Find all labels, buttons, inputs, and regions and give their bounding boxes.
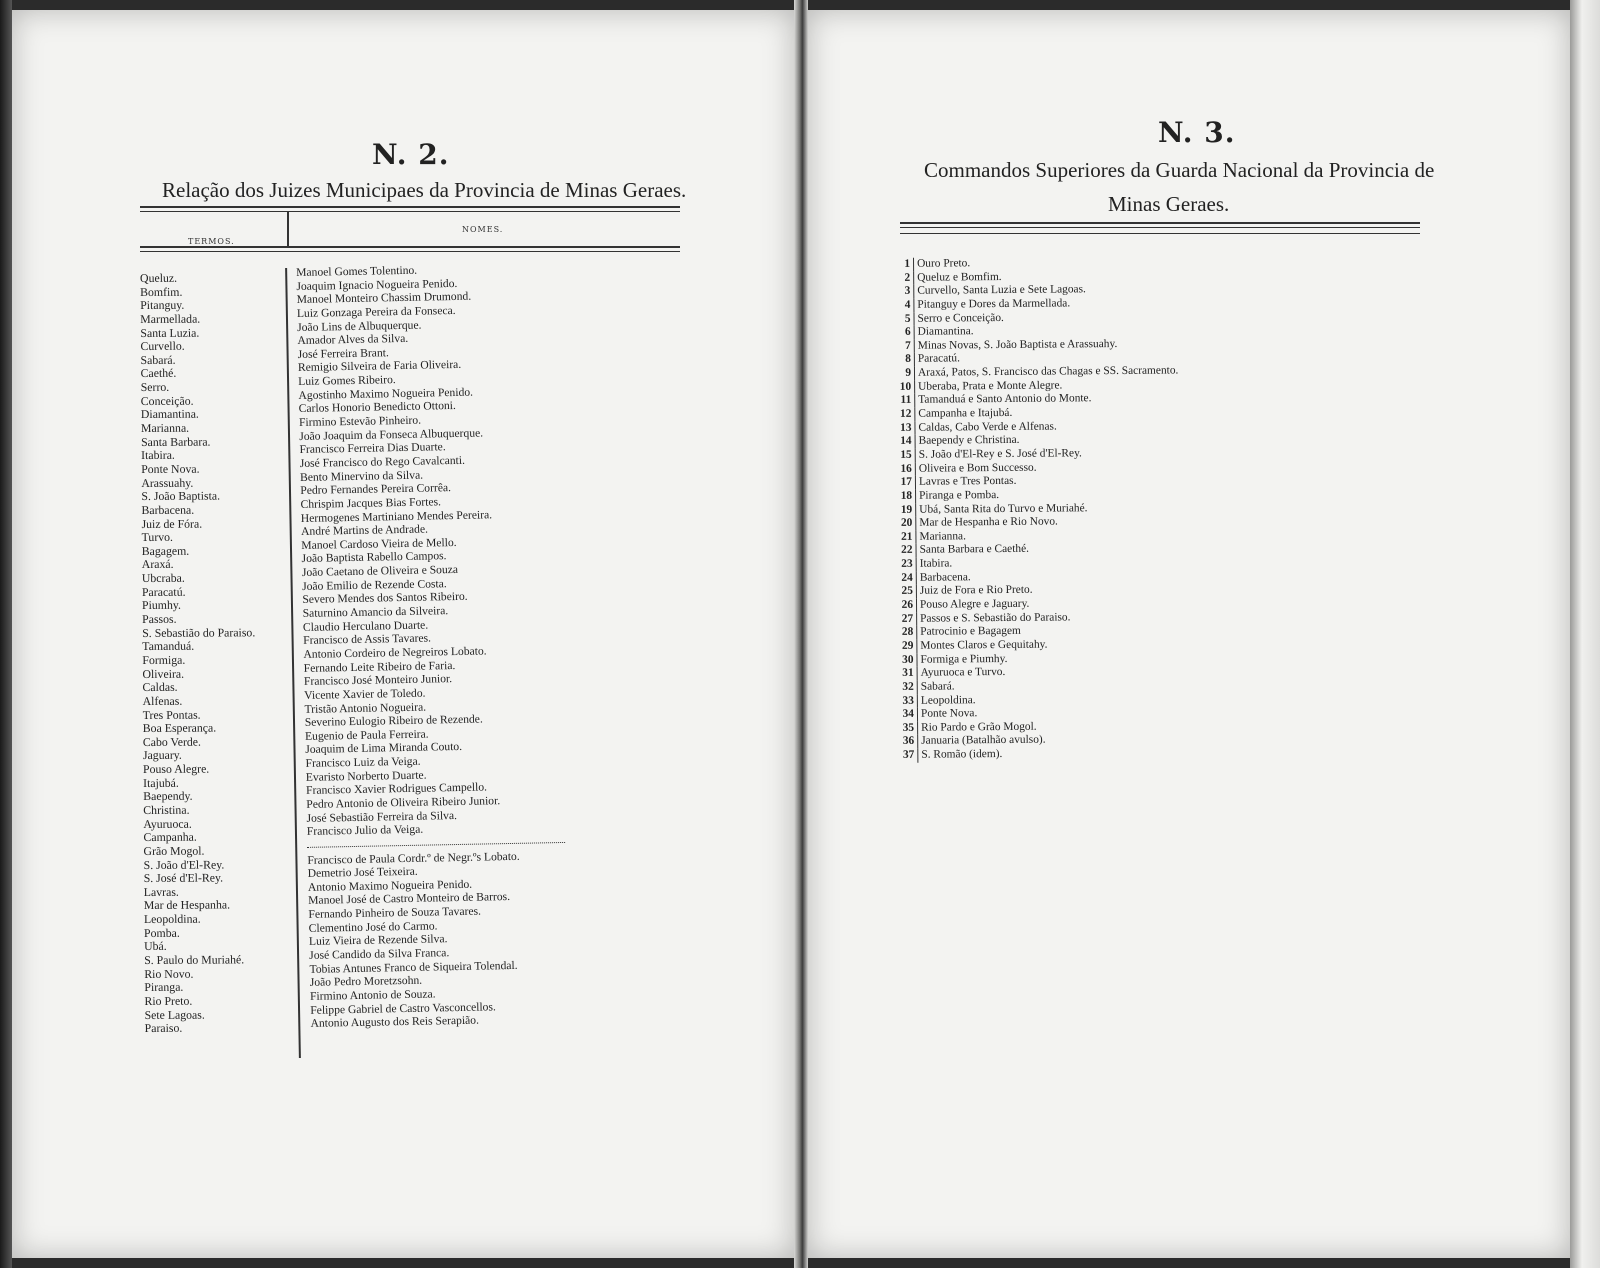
termo-item: Itajubá.	[143, 775, 179, 790]
termo-item: Arassuahy.	[141, 475, 194, 490]
command-name: Passos e S. Sebastião do Paraiso.	[920, 611, 1071, 625]
command-number: 35	[890, 722, 918, 736]
termos-list	[140, 271, 258, 1036]
nome-item: João Joaquim da Fonseca Albuquerque.	[299, 426, 484, 443]
nome-item: Tristão Antonio Nogueira.	[304, 700, 427, 716]
termo-item: Jaguary.	[142, 748, 182, 763]
command-name: Patrocinio e Bagagem	[920, 625, 1021, 639]
left-page	[12, 10, 794, 1258]
command-number: 29	[889, 640, 917, 654]
command-number: 30	[889, 653, 917, 667]
termo-item: Christina.	[143, 802, 190, 817]
nome-item: Agostinho Maximo Nogueira Penido.	[298, 385, 474, 402]
header-rule	[140, 246, 680, 252]
nome-item: Chrispim Jacques Bias Fortes.	[300, 495, 442, 511]
nome-item: Manoel Monteiro Chassim Drumond.	[296, 289, 472, 307]
command-name: Pitanguy e Dores da Marmellada.	[917, 297, 1071, 311]
termo-item: Tres Pontas.	[142, 707, 201, 722]
termo-item: Santa Barbara.	[140, 434, 211, 449]
termo-item: Baependy.	[143, 789, 193, 804]
termo-item: Campanha.	[143, 829, 197, 845]
command-number: 28	[889, 626, 917, 640]
nome-item: Felippe Gabriel de Castro Vasconcellos.	[310, 999, 496, 1017]
command-number: 26	[889, 599, 917, 613]
termo-item: Santa Luzia.	[140, 325, 200, 340]
title-rule	[140, 206, 680, 212]
termo-item: Piumhy.	[141, 598, 181, 613]
nome-item: Pedro Fernandes Pereira Corrêa.	[300, 481, 452, 498]
command-name: Queluz e Bomfim.	[917, 270, 1002, 284]
nome-item: Firmino Estevão Pinheiro.	[298, 413, 422, 430]
nome-item: José Ferreira Brant.	[297, 346, 389, 361]
nome-item: José Candido da Silva Franca.	[309, 946, 450, 962]
command-number: 22	[888, 544, 916, 558]
command-number: 14	[888, 435, 916, 449]
command-name: Diamantina.	[917, 325, 974, 338]
command-number: 11	[887, 394, 915, 408]
nome-item: João Caetano de Oliveira e Souza	[301, 563, 459, 580]
command-name: Caldas, Cabo Verde e Alfenas.	[918, 420, 1057, 434]
termo-item: Pouso Alegre.	[142, 761, 210, 777]
command-name: Pouso Alegre e Jaguary.	[919, 597, 1030, 611]
nome-item: Francisco José Monteiro Junior.	[303, 672, 453, 689]
termo-item: Bagagem.	[141, 543, 190, 558]
command-number: 4	[886, 299, 914, 313]
nome-item: Francisco Luiz da Veiga.	[305, 754, 421, 770]
termo-item: Paracatú.	[141, 584, 186, 599]
command-item	[890, 747, 1181, 763]
command-name: Montes Claros e Gequitahy.	[920, 638, 1048, 652]
nome-item: Fernando Pinheiro de Souza Tavares.	[308, 904, 482, 921]
termo-item: Conceição.	[140, 393, 194, 408]
nome-item: Francisco Ferreira Dias Duarte.	[299, 440, 446, 457]
nome-item: André Martins de Andrade.	[300, 522, 429, 539]
termo-item: Boa Esperança.	[142, 720, 217, 736]
command-number: 12	[887, 408, 915, 422]
nome-item: Eugenio de Paula Ferreira.	[304, 727, 429, 743]
termo-item: Grão Mogol.	[143, 843, 205, 858]
command-name: Juiz de Fora e Rio Preto.	[919, 584, 1033, 598]
nome-item: Remigio Silveira de Faria Oliveira.	[297, 358, 462, 375]
command-number: 34	[890, 708, 918, 722]
left-page-number: N. 2.	[372, 138, 450, 171]
termo-item: Cabo Verde.	[142, 734, 202, 749]
command-number: 24	[889, 571, 917, 585]
nome-item: João Emilio de Rezende Costa.	[302, 576, 447, 593]
commands-list	[886, 255, 1182, 762]
nome-item: João Pedro Moretzsohn.	[309, 974, 423, 990]
command-name: Tamanduá e Santo Antonio do Monte.	[918, 392, 1092, 407]
termo-item: Marianna.	[140, 420, 190, 436]
command-number: 15	[888, 449, 916, 463]
command-item	[887, 365, 1178, 381]
right-page	[808, 10, 1570, 1258]
termo-item: Pomba.	[143, 925, 180, 940]
command-number: 16	[888, 462, 916, 476]
nome-item: Antonio Cordeiro de Negreiros Lobato.	[303, 644, 487, 661]
command-name: Oliveira e Bom Successo.	[918, 461, 1037, 475]
termo-item: Rio Novo.	[144, 966, 194, 981]
command-name: S. João d'El-Rey e S. José d'El-Rey.	[918, 447, 1082, 461]
nome-item: Luiz Vieira de Rezende Silva.	[308, 932, 448, 949]
command-number: 3	[886, 285, 914, 299]
command-number: 10	[887, 381, 915, 395]
command-number: 23	[889, 558, 917, 572]
termo-item: Ayuruoca.	[143, 816, 192, 831]
command-number: 37	[890, 749, 918, 763]
command-name: Leopoldina.	[920, 693, 976, 707]
right-page-title-line2: Minas Geraes.	[1108, 192, 1230, 216]
nome-item: Manoel Cardoso Vieira de Mello.	[301, 535, 457, 552]
command-number: 36	[890, 735, 918, 749]
termo-item: Rio Preto.	[144, 993, 193, 1008]
nomes-list	[296, 261, 569, 1031]
termo-item: Pitanguy.	[140, 298, 185, 313]
nome-item: João Lins de Albuquerque.	[297, 318, 422, 334]
command-name: Mar de Hespanha e Rio Novo.	[919, 515, 1058, 529]
command-name: Marianna.	[919, 530, 966, 543]
command-number: 20	[888, 517, 916, 531]
command-number: 9	[887, 367, 915, 381]
termo-item: Turvo.	[141, 529, 174, 545]
nome-item: Firmino Antonio de Souza.	[309, 987, 436, 1003]
command-name: Santa Barbara e Caethé.	[919, 543, 1030, 557]
command-number: 7	[887, 340, 915, 354]
nome-item: Francisco de Assis Tavares.	[303, 631, 432, 648]
nome-item: Francisco Julio da Veiga.	[306, 822, 424, 839]
termo-item: Juiz de Fóra.	[141, 516, 203, 531]
termo-item: Formiga.	[142, 652, 186, 667]
nome-item: Clementino José do Carmo.	[308, 919, 438, 935]
termos-header: TERMOS.	[188, 237, 235, 246]
nome-item: Manoel Gomes Tolentino.	[296, 263, 418, 279]
command-number: 32	[890, 681, 918, 695]
command-number: 5	[886, 312, 914, 326]
termo-item: Leopoldina.	[143, 911, 201, 927]
nome-item: Hermogenes Martiniano Mendes Pereira.	[300, 507, 493, 525]
nome-item: Saturnino Amancio da Silveira.	[302, 604, 449, 620]
book-edge-right	[1570, 0, 1600, 1268]
right-title-rule-thin	[900, 233, 1420, 235]
command-name: Araxá, Patos, S. Francisco das Chagas e SS. Sacramento.	[917, 364, 1179, 379]
termo-item: Paraiso.	[144, 1020, 183, 1036]
termo-item: Alfenas.	[142, 693, 183, 708]
command-number: 18	[888, 490, 916, 504]
nome-item: Carlos Honorio Benedicto Ottoni.	[298, 399, 456, 416]
termo-item: Curvello.	[140, 338, 185, 354]
termo-item: Ubcraba.	[141, 570, 185, 586]
nome-item: Vicente Xavier de Toledo.	[304, 686, 426, 702]
command-name: Lavras e Tres Pontas.	[918, 475, 1017, 488]
termo-item: Barbacena.	[141, 502, 195, 517]
command-number: 21	[888, 531, 916, 545]
right-page-number: N. 3.	[1158, 116, 1236, 149]
termo-item: Lavras.	[143, 884, 179, 899]
right-title-rule	[900, 222, 1420, 228]
termo-item: S. João d'El-Rey.	[143, 857, 225, 872]
nome-item: Joaquim Ignacio Nogueira Penido.	[296, 276, 458, 293]
command-name: S. Romão (idem).	[921, 748, 1003, 761]
header-divider	[287, 212, 289, 248]
nome-item: José Sebastião Ferreira da Silva.	[306, 808, 458, 825]
command-name: Formiga e Piumhy.	[920, 652, 1008, 666]
command-name: Ayuruoca e Turvo.	[920, 666, 1006, 679]
command-name: Rio Pardo e Grão Mogol.	[921, 720, 1037, 734]
command-name: Paracatú.	[917, 352, 960, 366]
command-name: Uberaba, Prata e Monte Alegre.	[918, 379, 1063, 393]
book-edge-left	[0, 0, 12, 1268]
termo-item: Piranga.	[144, 980, 184, 995]
nome-item: Joaquim de Lima Miranda Couto.	[305, 740, 463, 757]
command-number: 19	[888, 503, 916, 517]
nome-item: Tobias Antunes Franco de Siqueira Tolendal.	[309, 958, 518, 976]
termo-item: Serro.	[140, 379, 170, 395]
command-number: 27	[889, 612, 917, 626]
termo-item: Caldas.	[142, 679, 178, 695]
nome-item: Luiz Gomes Ribeiro.	[298, 373, 396, 389]
termo-item: S. Paulo do Muriahé.	[144, 952, 245, 968]
termo-item: Itabira.	[141, 448, 175, 463]
termo-item: Marmellada.	[140, 311, 201, 326]
command-number: 25	[889, 585, 917, 599]
termo-item: Araxá.	[141, 557, 174, 572]
termo-item: Passos.	[142, 611, 177, 627]
nome-item: Demetrio José Teixeira.	[307, 864, 418, 881]
termo-item: S. Sebastião do Paraiso.	[142, 624, 256, 640]
termo-item: S. João Baptista.	[141, 488, 221, 504]
command-name: Ouro Preto.	[916, 257, 971, 270]
termo-item: Tamanduá.	[142, 638, 195, 654]
termo-item: Queluz.	[139, 270, 178, 285]
nome-item: Claudio Herculano Duarte.	[302, 618, 429, 634]
command-name: Serro e Conceição.	[917, 311, 1004, 325]
termo-item: Ponte Nova.	[141, 461, 200, 476]
command-name: Barbacena.	[919, 571, 971, 584]
command-number: 31	[890, 667, 918, 681]
termo-item: Mar de Hespanha.	[143, 897, 231, 913]
nome-item: Bento Minervino da Silva.	[299, 468, 424, 484]
command-name: Ubá, Santa Rita do Turvo e Muriahé.	[919, 501, 1088, 516]
nome-item: Evaristo Norberto Duarte.	[305, 768, 427, 784]
command-name: Curvello, Santa Luzia e Sete Lagoas.	[917, 283, 1086, 298]
command-number: 1	[886, 258, 914, 272]
command-number: 6	[887, 326, 915, 340]
nome-item: Severo Mendes dos Santos Ribeiro.	[302, 590, 468, 607]
termo-item: Bomfim.	[140, 284, 183, 299]
nome-item: Antonio Maximo Nogueira Penido.	[307, 877, 473, 894]
command-name: Ponte Nova.	[920, 707, 978, 720]
termo-item: Sete Lagoas.	[144, 1007, 205, 1022]
left-page-title: Relação dos Juizes Municipaes da Provincia de Minas Geraes.	[162, 178, 687, 202]
nome-item: Manoel José de Castro Monteiro de Barros.	[308, 890, 511, 908]
book-gutter	[794, 0, 808, 1268]
command-name: Baependy e Christina.	[918, 434, 1020, 448]
command-number: 2	[886, 271, 914, 285]
nome-item: João Baptista Rabello Campos.	[301, 549, 447, 566]
termo-item: Sabará.	[140, 352, 176, 367]
nome-item: José Francisco do Rego Cavalcanti.	[299, 453, 466, 470]
nome-item: Antonio Augusto dos Reis Serapião.	[310, 1013, 480, 1031]
command-name: Campanha e Itajubá.	[918, 406, 1013, 420]
termo-item: Oliveira.	[142, 666, 185, 681]
command-name: Sabará.	[920, 680, 955, 693]
nome-item: Fernando Leite Ribeiro de Faria.	[303, 658, 456, 675]
command-name: Itabira.	[919, 557, 953, 570]
command-number: 13	[887, 421, 915, 435]
nomes-header: NOMES.	[462, 225, 504, 234]
nome-item: Severino Eulogio Ribeiro de Rezende.	[304, 712, 483, 730]
nome-item: Pedro Antonio de Oliveira Ribeiro Junior.	[306, 794, 501, 811]
command-number: 8	[887, 353, 915, 367]
nome-item: Francisco Xavier Rodrigues Campello.	[305, 780, 488, 798]
command-name: Januaria (Batalhão avulso).	[921, 734, 1046, 748]
termo-item: Caethé.	[140, 366, 177, 381]
nome-item: Francisco de Paula Cordr.º de Negr.ºs Lobato.	[307, 849, 520, 867]
command-number: 17	[888, 476, 916, 490]
nome-item: Amador Alves da Silva.	[297, 332, 409, 348]
command-name: Piranga e Pomba.	[919, 488, 1000, 502]
termo-item: Ubá.	[144, 939, 167, 954]
termo-item: S. José d'El-Rey.	[143, 870, 224, 886]
command-number: 33	[890, 694, 918, 708]
command-name: Minas Novas, S. João Baptista e Arassuahy.	[917, 337, 1118, 352]
nome-item: Luiz Gonzaga Pereira da Fonseca.	[296, 303, 456, 320]
right-page-title-line1: Commandos Superiores da Guarda Nacional da Provincia de	[924, 158, 1435, 182]
termo-item: Diamantina.	[140, 407, 199, 422]
